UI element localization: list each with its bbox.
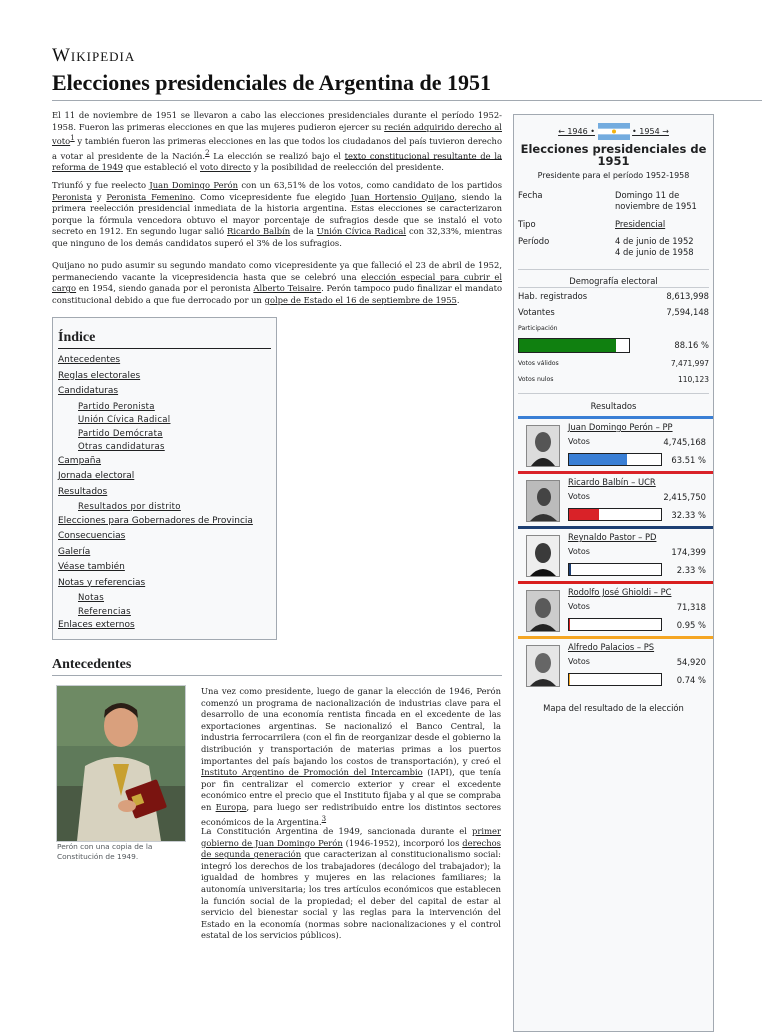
- infobox-nav: [514, 123, 713, 140]
- votes-label: Votos: [568, 492, 590, 501]
- antecedentes-paragraph-1: [201, 686, 501, 828]
- vote-share-bar: [568, 563, 662, 576]
- antecedentes-paragraph-2a: [201, 826, 501, 942]
- vote-share-percent: 32.33 %: [671, 510, 706, 520]
- peron-photo[interactable]: [56, 685, 186, 842]
- demografia-heading: Demografía electoral: [569, 276, 658, 286]
- argentina-flag-icon: [598, 123, 630, 140]
- row-value: Domingo 11 de noviembre de 1951: [615, 190, 697, 211]
- row-value: 4 de junio de 1952 4 de junio de 1958: [615, 236, 694, 257]
- text: . Como vicepresidente fue elegido: [192, 191, 351, 202]
- toc-item[interactable]: Galería: [58, 546, 91, 557]
- link-voto-directo[interactable]: voto directo: [200, 161, 251, 172]
- toc-item[interactable]: Notas: [78, 593, 105, 603]
- candidate-name[interactable]: Reynaldo Pastor – PD: [568, 532, 657, 542]
- infobox-subtitle: Presidente para el período 1952-1958: [537, 171, 690, 180]
- toc-item[interactable]: Consecuencias: [58, 531, 126, 541]
- vote-share-bar-fill: [569, 674, 570, 685]
- toc-item[interactable]: Partido Demócrata: [78, 428, 163, 439]
- candidate-name[interactable]: Alfredo Palacios – PS: [568, 642, 655, 652]
- row-label: Votantes: [518, 307, 555, 317]
- text: con 32,33%, mientras que ninguno de los demás candidatos superó el 3% de los sufragios.: [52, 226, 502, 248]
- link-peronista[interactable]: Peronista: [52, 191, 92, 202]
- text: , para luego ser redistribuido entre los distintos sectores económicos de la Argentina.: [201, 801, 502, 827]
- votes-label: Votos: [568, 437, 590, 446]
- party-color-bar: [518, 581, 713, 584]
- toc-heading: Índice: [58, 330, 271, 349]
- row-value: 8,613,998: [666, 291, 709, 301]
- infobox-title: Elecciones presidenciales de 1951: [520, 142, 707, 168]
- intro-paragraph-3: [52, 260, 502, 306]
- link-reforma-1949[interactable]: texto constitucional resultante de la reforma de 1949: [52, 150, 502, 172]
- registrados-row: [518, 291, 709, 302]
- vote-share-bar: [568, 673, 662, 686]
- next-election-link[interactable]: • 1954 →: [632, 127, 669, 136]
- text: El 11 de noviembre de 1951 se llevaron a cabo las elecciones presidenciales durante el período 1952-1958. Fueron las primeras elecciones en que las mujeres pudieron ejercer su: [52, 110, 502, 132]
- votantes-row: [518, 307, 709, 318]
- page-title: Elecciones presidenciales de Argentina de 1951: [52, 70, 762, 101]
- row-label: Hab. registrados: [518, 291, 588, 301]
- toc-item[interactable]: Antecedentes: [58, 355, 121, 365]
- text: de la: [290, 226, 317, 237]
- ref-2[interactable]: 2: [205, 148, 210, 157]
- vote-share-percent: 63.51 %: [671, 455, 706, 465]
- participacion-label: Participación: [518, 325, 558, 332]
- intro-paragraph-2: [52, 180, 502, 250]
- toc-item[interactable]: Resultados: [58, 486, 108, 497]
- divider: [518, 287, 709, 288]
- text: con un 63,51% de los votos, como candidato de los partidos: [238, 180, 502, 190]
- text: que caracterizan al constitucionalismo social: integró los derechos de los trabajadores (decálogo del trabajador); la igualdad de hombres y mujeres en las relaciones familiares; la autonomía universitaria; los tres artículos económicos que establecen la función social de la propiedad; el deber del capital de estar al servicio del bienestar social y las reglas para la intervención del Estado en la economía (normas sobre nacionalizaciones y el control estatal de los servicios públicos).: [201, 849, 501, 941]
- votes-value: 4,745,168: [663, 437, 706, 447]
- candidate-name[interactable]: Juan Domingo Perón – PP: [568, 422, 673, 432]
- wikipedia-wordmark[interactable]: Wikipedia: [52, 45, 136, 66]
- link-teisaire[interactable]: Alberto Teisaire: [253, 283, 322, 294]
- party-color-bar: [518, 636, 713, 639]
- toc-item[interactable]: Otras candidaturas: [78, 442, 165, 452]
- infobox-row-periodo: [518, 236, 708, 262]
- link-primer-gobierno-peron[interactable]: primer gobierno de Juan Domingo Perón: [201, 826, 501, 848]
- votes-value: 174,399: [671, 547, 706, 557]
- participacion-value: 88.16 %: [674, 340, 709, 350]
- candidate-photo[interactable]: [526, 645, 560, 687]
- vote-share-percent: 0.74 %: [676, 675, 706, 685]
- vote-share-percent: 0.95 %: [676, 620, 706, 630]
- peron-photo-image: [57, 686, 185, 841]
- party-color-bar: [518, 526, 713, 529]
- ref-3[interactable]: 3: [321, 814, 327, 823]
- text: Quijano no pudo asumir su segundo mandato como vicepresidente ya que falleció el 23 de abril de 1952, permaneciendo vacante la vicepresidencia hasta que se celebró una: [52, 260, 502, 282]
- link-peronista-femenino[interactable]: Peronista Femenino: [106, 191, 193, 202]
- row-label: Votos válidos: [518, 360, 559, 367]
- candidate-block: [514, 526, 715, 581]
- link-derechos-segunda-generacion[interactable]: derechos de segunda generación: [201, 837, 501, 860]
- party-color-bar: [518, 416, 713, 419]
- toc-item[interactable]: Referencias: [78, 606, 131, 617]
- candidate-block: [514, 636, 715, 691]
- row-value: 7,594,148: [666, 307, 709, 317]
- text: en 1954, siendo ganada por el peronista: [76, 283, 254, 294]
- vote-share-bar-fill: [569, 454, 627, 465]
- link-ucr[interactable]: Unión Cívica Radical: [316, 226, 407, 237]
- candidate-name[interactable]: Rodolfo José Ghioldi – PC: [568, 587, 672, 597]
- votes-label: Votos: [568, 547, 590, 556]
- section-heading-antecedentes: Antecedentes: [52, 657, 502, 676]
- vote-share-bar-fill: [569, 619, 570, 630]
- candidate-block: [514, 581, 715, 636]
- link-golpe-1955[interactable]: golpe de Estado el 16 de septiembre de 1955: [264, 294, 457, 305]
- link-europa[interactable]: Europa: [215, 801, 247, 812]
- candidate-photo[interactable]: [526, 425, 560, 467]
- toc-item[interactable]: Partido Peronista: [78, 401, 155, 412]
- text: La Constitución Argentina de 1949, sancionada durante el: [201, 826, 473, 836]
- candidate-name[interactable]: Ricardo Balbín – UCR: [568, 477, 656, 487]
- vote-share-bar: [568, 453, 662, 466]
- votes-label: Votos: [568, 602, 590, 611]
- vote-share-percent: 2.33 %: [676, 565, 706, 575]
- toc-list: [58, 355, 271, 631]
- candidate-photo[interactable]: [526, 480, 560, 522]
- candidate-block: [514, 416, 715, 471]
- candidate-photo[interactable]: [526, 590, 560, 632]
- votes-label: Votos: [568, 657, 590, 666]
- link-balbin[interactable]: Ricardo Balbín: [227, 226, 291, 237]
- nulos-row: [518, 374, 709, 385]
- text: (IAPI), que tenía por fin centralizar el comercio exterior y crear el excedente económico entre el precio que el Instituto fijaba y al que se compraba en: [201, 767, 501, 812]
- toc-item[interactable]: Notas y referencias: [58, 577, 146, 588]
- divider: [518, 393, 709, 394]
- text: que estableció el: [123, 161, 201, 172]
- text: Triunfó y fue reelecto: [52, 180, 150, 190]
- validos-row: [518, 358, 709, 369]
- text: y: [92, 191, 107, 202]
- row-label: Tipo: [518, 219, 536, 229]
- text: . Perón tampoco pudo finalizar el mandato constitucional debido a que fue derrocado por un: [52, 283, 502, 305]
- vote-share-bar: [568, 508, 662, 521]
- map-caption: Mapa del resultado de la elección: [543, 703, 684, 713]
- text: , siendo la primera reelección presidencial inmediata de la historia argentina. Estas elecciones se caracterizaron porque la fórmula vencedora obtuvo el mayor porcentaje de sufragios desde que se instaló el voto secreto en 1912. En segundo lugar salió: [52, 191, 503, 237]
- ref-1[interactable]: 1: [70, 134, 75, 143]
- toc-item[interactable]: Reglas electorales: [58, 370, 141, 381]
- row-value: 7,471,997: [670, 359, 709, 368]
- text: .: [456, 294, 460, 305]
- toc-item[interactable]: Campaña: [58, 455, 102, 466]
- toc-item[interactable]: Jornada electoral: [58, 471, 135, 481]
- link-quijano[interactable]: Juan Hortensio Quijano: [350, 191, 455, 202]
- infobox-row-fecha: [518, 190, 708, 216]
- toc-item[interactable]: Véase también: [58, 562, 125, 572]
- text: Una vez como presidente, luego de ganar la elección de 1946, Perón comenzó un programa de nacionalización de industrias clave para el desarrollo de una economía rentista fincada en el excedente de las exportaciones argentinas. Se nacionalizó el Banco Central, la industria ferrocarrilera (con el fin de reorganizar desde el gobierno la distribución y transportación de materias primas a los puertos importantes del país bajando los costos de transportación), y creó el: [201, 686, 501, 766]
- row-label: Período: [518, 236, 550, 246]
- text: La elección se realizó bajo el: [209, 150, 345, 161]
- toc-item[interactable]: Elecciones para Gobernadores de Provincia: [58, 515, 253, 526]
- votes-value: 2,415,750: [663, 492, 706, 502]
- row-label: Votos nulos: [518, 376, 554, 383]
- row-label: Fecha: [518, 190, 543, 200]
- divider: [518, 269, 709, 270]
- text: y la posibilidad de reelección del presidente.: [250, 161, 444, 172]
- toc-item[interactable]: Enlaces externos: [58, 620, 135, 630]
- text: (1946-1952), incorporó los: [342, 837, 463, 848]
- votes-value: 71,318: [676, 602, 706, 612]
- toc-item[interactable]: Unión Cívica Radical: [78, 415, 171, 425]
- link-eleccion-especial[interactable]: elección especial para cubrir el cargo: [52, 271, 503, 294]
- candidate-photo[interactable]: [526, 535, 560, 577]
- link-peron[interactable]: Juan Domingo Perón: [149, 180, 238, 190]
- table-of-contents: [52, 317, 277, 640]
- votes-value: 54,920: [676, 657, 706, 667]
- candidate-block: [514, 471, 715, 526]
- vote-share-bar-fill: [569, 564, 571, 575]
- intro-paragraph-1: [52, 110, 502, 174]
- text: y también fueron las primeras elecciones en las que todos los ciudadanos del país tuvieron derecho a votar al presidente de la Nación.: [52, 135, 502, 161]
- row-value: 110,123: [677, 375, 709, 384]
- vote-share-bar: [568, 618, 662, 631]
- link-derecho-voto[interactable]: recién adquirido derecho al voto: [52, 121, 502, 146]
- resultados-heading: Resultados: [590, 401, 637, 411]
- prev-election-link[interactable]: ← 1946 •: [558, 127, 595, 136]
- infobox: [513, 114, 714, 1032]
- link-iapi[interactable]: Instituto Argentino de Promoción del Intercambio: [201, 767, 423, 778]
- toc-item[interactable]: Resultados por distrito: [78, 502, 181, 512]
- party-color-bar: [518, 471, 713, 474]
- vote-share-bar-fill: [569, 509, 599, 520]
- row-value-link[interactable]: Presidencial: [615, 219, 666, 229]
- toc-item[interactable]: Candidaturas: [58, 386, 119, 396]
- photo-caption: Perón con una copia de la Constitución de 1949.: [57, 842, 153, 861]
